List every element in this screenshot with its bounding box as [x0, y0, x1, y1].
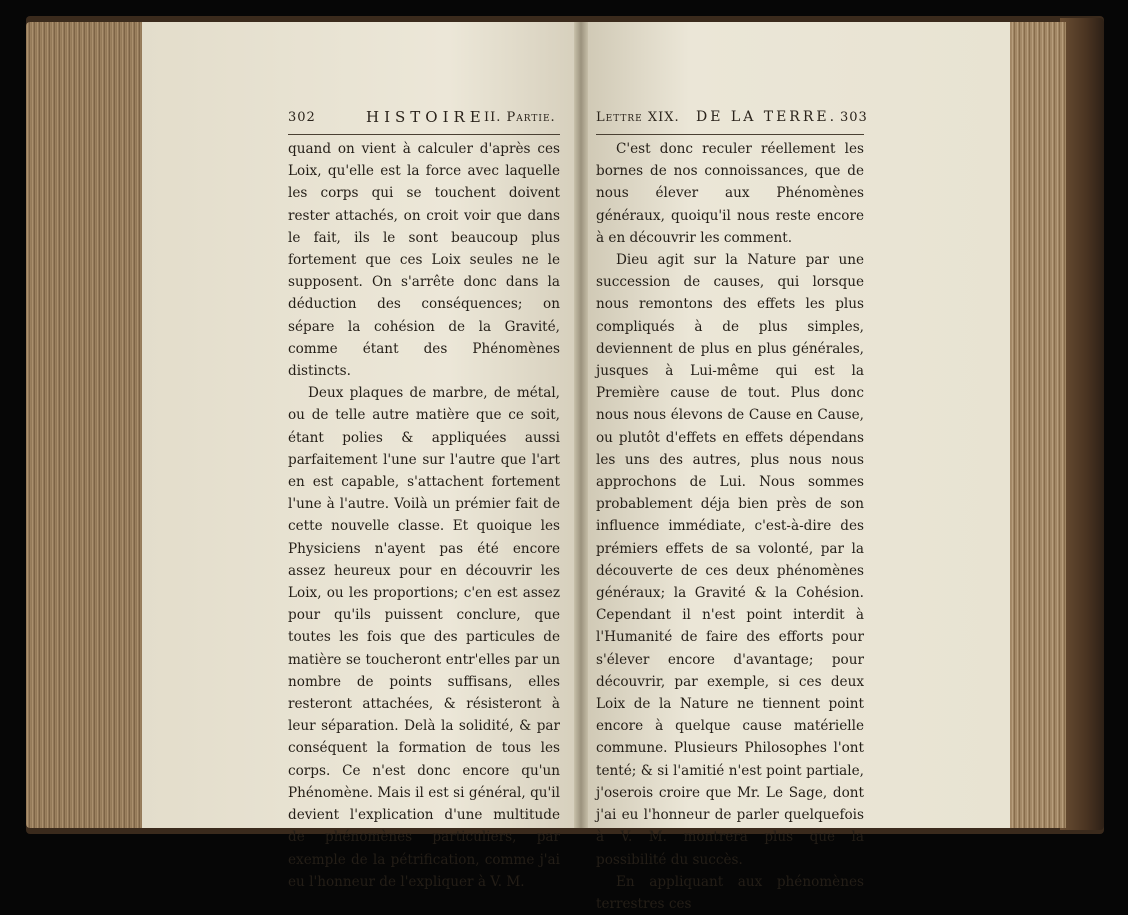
- left-page-number: 302: [288, 110, 316, 125]
- page-edges-right: [1006, 22, 1066, 828]
- book-cover-right: [1060, 18, 1104, 830]
- right-header-rule: [596, 134, 864, 135]
- left-part-label: II. Partie.: [484, 110, 556, 125]
- left-page-header: [288, 110, 560, 132]
- right-paragraph-3: En appliquant aux phénomènes terrestres ces: [596, 873, 864, 912]
- right-page-number: 303: [840, 110, 868, 125]
- left-running-title: HISTOIRE: [366, 108, 486, 126]
- left-paragraph-2: Deux plaques de marbre, de métal, ou de telle autre matière que ce soit, étant polies & appliquées aussi parfaitement l'une sur l'autre que l'art en est capable, s'attachent fortement l'une à l'autre. Voilà un prémier fait de cette nouvelle classe. Et quoique les Physiciens n'ayent pas été encore assez heureux pour en découvrir les Loix, ou les proportions; c'en est assez pour qu'ils puissent conclure, que toutes les fois que des particules de matière se toucheront entr'elles par un nombre de points suffisans, elles resteront attachées, & résisteront à leur séparation. Delà la solidité, & par conséquent la formation de tous les corps. Ce n'est donc encore qu'un Phénomène. Mais il est si général, qu'il devient l'explication d'une multitude de phénomènes particuliers, par exemple de la pétrification, comme j'ai eu l'honneur de l'expliquer à V. M.: [288, 385, 560, 890]
- right-paragraph-1: C'est donc reculer réellement les bornes de nos connoissances, que de nous élever aux Phénomènes généraux, quoiqu'il nous reste encore à en découvrir les comment.: [596, 141, 864, 246]
- page-edges-left: [26, 22, 146, 828]
- left-page-text: [288, 138, 560, 893]
- right-letter-label: Lettre XIX.: [596, 110, 680, 125]
- right-page-text: [596, 138, 864, 915]
- left-header-rule: [288, 134, 560, 135]
- right-page-header: [596, 109, 868, 132]
- right-paragraph-2: Dieu agit sur la Nature par une succession de causes, qui lorsque nous remontons des effets les plus compliqués à de plus simples, deviennent de plus en plus générales, jusques à Lui-même qui est la Première cause de tout. Plus donc nous nous élevons de Cause en Cause, ou plutôt d'effets en effets dépendans les uns des autres, plus nous nous approchons de Lui. Nous sommes probablement déja bien près de son influence immédiate, c'est-à-dire des prémiers effets de sa volonté, par la découverte de ces deux phénomènes généraux; la Gravité & la Cohésion. Cependant il n'est point interdit à l'Humanité de faire des efforts pour s'élever encore d'avantage; pour découvrir, par exemple, si ces deux Loix de la Nature ne tiennent point encore à quelque cause matérielle commune. Plusieurs Philosophes l'ont tenté; & si l'amitié n'est point partiale, j'oserois croire que Mr. Le Sage, dont j'ai eu l'honneur de parler quelquefois à V. M. montrera plus que la possibilité du succès.: [596, 252, 864, 868]
- book-gutter: [574, 22, 588, 828]
- left-paragraph-1: quand on vient à calculer d'après ces Loix, qu'elle est la force avec laquelle les corps qui se touchent doivent rester attachés, on croit voir que dans le fait, ils le sont beaucoup plus fortement que ces Loix seules ne le supposent. On s'arrête donc dans la déduction des conséquences; on sépare la cohésion de la Gravité, comme étant des Phénomènes distincts.: [288, 141, 560, 380]
- right-running-title: DE LA TERRE.: [696, 109, 838, 125]
